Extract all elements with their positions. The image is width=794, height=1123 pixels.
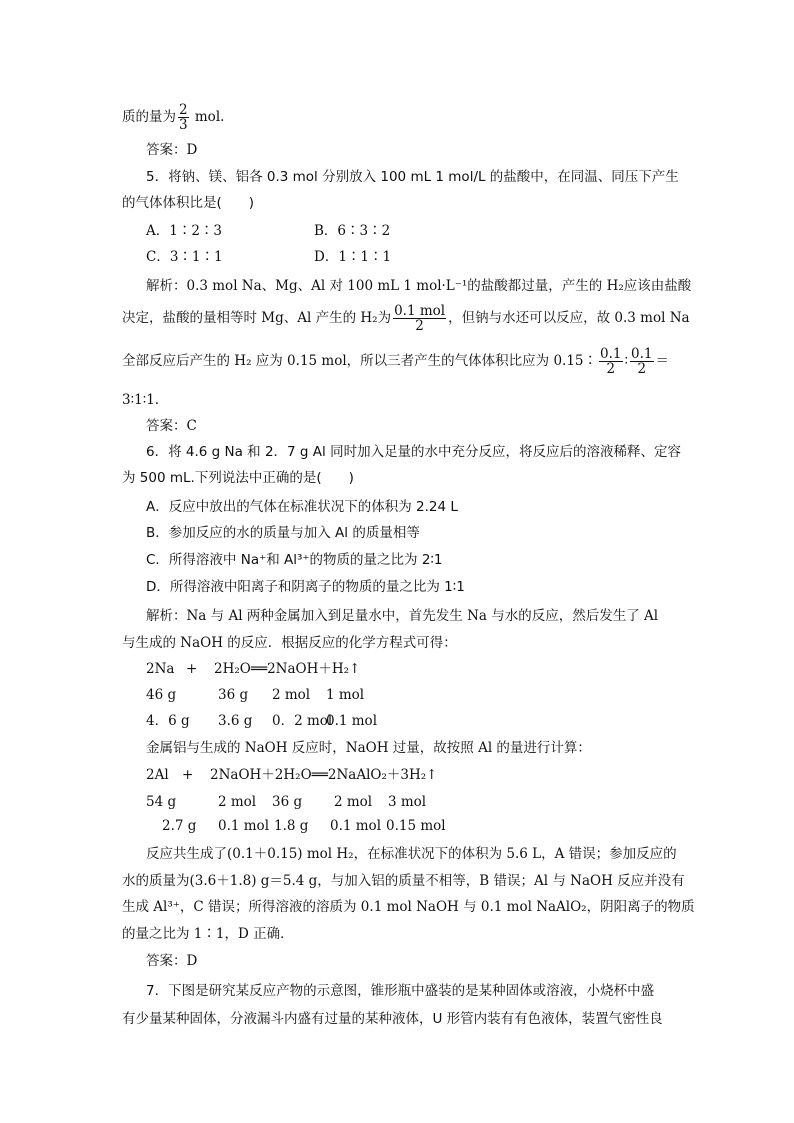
eq-value: 0.1 mol bbox=[330, 818, 382, 834]
q6-option-a: A．反应中放出的气体在标准状况下的体积为 2.24 L bbox=[146, 499, 458, 515]
q6-option-c: C．所得溶液中 Na⁺和 Al³⁺的物质的量之比为 2∶1 bbox=[146, 552, 443, 568]
fraction bbox=[393, 304, 446, 333]
eq-value: 0.1 mol bbox=[326, 713, 378, 729]
text: mol. bbox=[190, 109, 225, 125]
fraction-numerator: 0.1 bbox=[600, 346, 622, 362]
q6-explanation-line1: 解析：Na 与 Al 两种金属加入到足量水中，首先发生 Na 与水的反应，然后发生了 Al bbox=[146, 608, 659, 624]
text: 质的量为 bbox=[122, 109, 176, 125]
q5-option-c: C．3∶1∶1 bbox=[146, 249, 223, 265]
q6-explanation-line6: 生成 Al³⁺，C 错误；所得溶液的溶质为 0.1 mol NaOH 与 0.1 mol NaAlO₂，阴阳离子的物质 bbox=[122, 899, 695, 915]
fraction bbox=[630, 347, 653, 376]
eq-term: 2Al bbox=[146, 767, 169, 783]
eq-value: 2 mol bbox=[218, 794, 257, 810]
q6-explanation-line4: 反应共生成了(0.1＋0.15) mol H₂，在标准状况下的体积为 5.6 L，A 错误；参加反应的 bbox=[146, 846, 677, 862]
q5-options-row2 bbox=[146, 248, 682, 266]
q5-option-b: B．6∶3∶2 bbox=[314, 223, 391, 239]
q6-equation-1 bbox=[146, 660, 682, 678]
text: ＝ bbox=[655, 353, 669, 369]
fraction-denominator: 3 bbox=[179, 117, 188, 133]
answer-q6: 答案：D bbox=[146, 953, 198, 969]
q6-equation-2-amounts bbox=[162, 817, 682, 835]
eq-value: 0.1 mol bbox=[218, 818, 270, 834]
eq-value: 36 g bbox=[272, 794, 303, 810]
text: ，但钠与水还可以反应，故 0.3 mol Na bbox=[448, 310, 690, 326]
eq-value: 36 g bbox=[218, 687, 249, 703]
fraction-numerator: 0.1 bbox=[631, 346, 653, 362]
q5-stem-line1: 5．将钠、镁、铝各 0.3 mol 分别放入 100 mL 1 mol/L 的盐酸中，在同温、同压下产生 bbox=[146, 169, 679, 185]
eq-value: 1 mol bbox=[326, 687, 365, 703]
text: 全部反应后产生的 H₂ 应为 0.15 mol，所以三者产生的气体体积比应为 0.15∶ bbox=[122, 353, 598, 369]
eq-term: 2H₂O══2NaOH＋H₂↑ bbox=[214, 661, 361, 677]
q5-options-row1 bbox=[146, 222, 682, 240]
prev-answer-tail bbox=[122, 103, 682, 132]
q7-stem-line1: 7．下图是研究某反应产物的示意图，锥形瓶中盛装的是某种固体或溶液，小烧杯中盛 bbox=[146, 983, 655, 999]
q6-equation-2-masses bbox=[146, 793, 682, 811]
eq-value: 2.7 g bbox=[162, 818, 197, 834]
q6-option-d: D．所得溶液中阳离子和阴离子的物质的量之比为 1∶1 bbox=[146, 579, 465, 595]
q6-equation-1-amounts bbox=[146, 712, 682, 730]
fraction-numerator: 0.1 mol bbox=[394, 303, 446, 319]
fraction bbox=[599, 347, 622, 376]
eq-value: 3.6 g bbox=[218, 713, 253, 729]
q7-stem-line2: 有少量某种固体，分液漏斗内盛有过量的某种液体，U 形管内装有有色液体，装置气密性良 bbox=[122, 1011, 663, 1027]
eq-term: 2NaOH＋2H₂O══2NaAlO₂＋3H₂↑ bbox=[210, 767, 438, 783]
eq-value: 0.15 mol bbox=[386, 818, 446, 834]
fraction-denominator: 2 bbox=[415, 318, 424, 334]
ratio-separator: ∶ bbox=[624, 353, 629, 369]
eq-plus: + bbox=[186, 661, 198, 677]
eq-value: 4．6 g bbox=[146, 713, 190, 729]
fraction-denominator: 2 bbox=[637, 361, 647, 377]
q6-explanation-line2: 与生成的 NaOH 的反应．根据反应的化学方程式可得： bbox=[122, 635, 457, 651]
eq-value: 46 g bbox=[146, 687, 177, 703]
q6-equation-1-masses bbox=[146, 686, 682, 704]
q5-explanation-line1: 解析：0.3 mol Na、Mg、Al 对 100 mL 1 mol·L⁻¹的盐酸都过量，产生的 H₂应该由盐酸 bbox=[146, 278, 692, 294]
q5-explanation-line4: 3∶1∶1. bbox=[122, 392, 160, 408]
eq-value: 2 mol bbox=[272, 687, 311, 703]
q6-option-b: B．参加反应的水的质量与加入 Al 的质量相等 bbox=[146, 525, 420, 541]
eq-plus: + bbox=[182, 767, 194, 783]
fraction-denominator: 2 bbox=[606, 361, 616, 377]
q5-explanation-line3 bbox=[122, 347, 682, 376]
text: 决定，盐酸的量相等时 Mg、Al 产生的 H₂为 bbox=[122, 310, 392, 326]
fraction bbox=[178, 103, 189, 132]
eq-value: 2 mol bbox=[334, 794, 373, 810]
eq-value: 3 mol bbox=[388, 794, 427, 810]
q6-equation-2 bbox=[146, 766, 682, 784]
q6-stem-line2: 为 500 mL.下列说法中正确的是( ) bbox=[122, 470, 354, 486]
q6-explanation-line3: 金属铝与生成的 NaOH 反应时，NaOH 过量，故按照 Al 的量进行计算： bbox=[146, 740, 591, 756]
q5-stem-line2: 的气体体积比是( ) bbox=[122, 195, 255, 211]
eq-value: 1.8 g bbox=[274, 818, 309, 834]
fraction-numerator: 2 bbox=[179, 102, 188, 118]
q5-option-d: D．1∶1∶1 bbox=[314, 249, 392, 265]
answer-q4: 答案：D bbox=[146, 142, 198, 158]
q6-explanation-line7: 的量之比为 1∶1，D 正确． bbox=[122, 926, 294, 942]
eq-value: 54 g bbox=[146, 794, 177, 810]
q5-option-a: A．1∶2∶3 bbox=[146, 223, 223, 239]
eq-value: 0．2 mol bbox=[272, 713, 333, 729]
eq-term: 2Na bbox=[146, 661, 175, 677]
q6-stem-line1: 6．将 4.6 g Na 和 2．7 g Al 同时加入足量的水中充分反应，将反应后的溶液稀释、定容 bbox=[146, 444, 682, 460]
answer-q5: 答案：C bbox=[146, 418, 197, 434]
q5-explanation-line2 bbox=[122, 303, 690, 334]
q6-explanation-line5: 水的质量为(3.6＋1.8) g＝5.4 g，与加入铝的质量不相等，B 错误；Al 与 NaOH 反应并没有 bbox=[122, 873, 685, 889]
